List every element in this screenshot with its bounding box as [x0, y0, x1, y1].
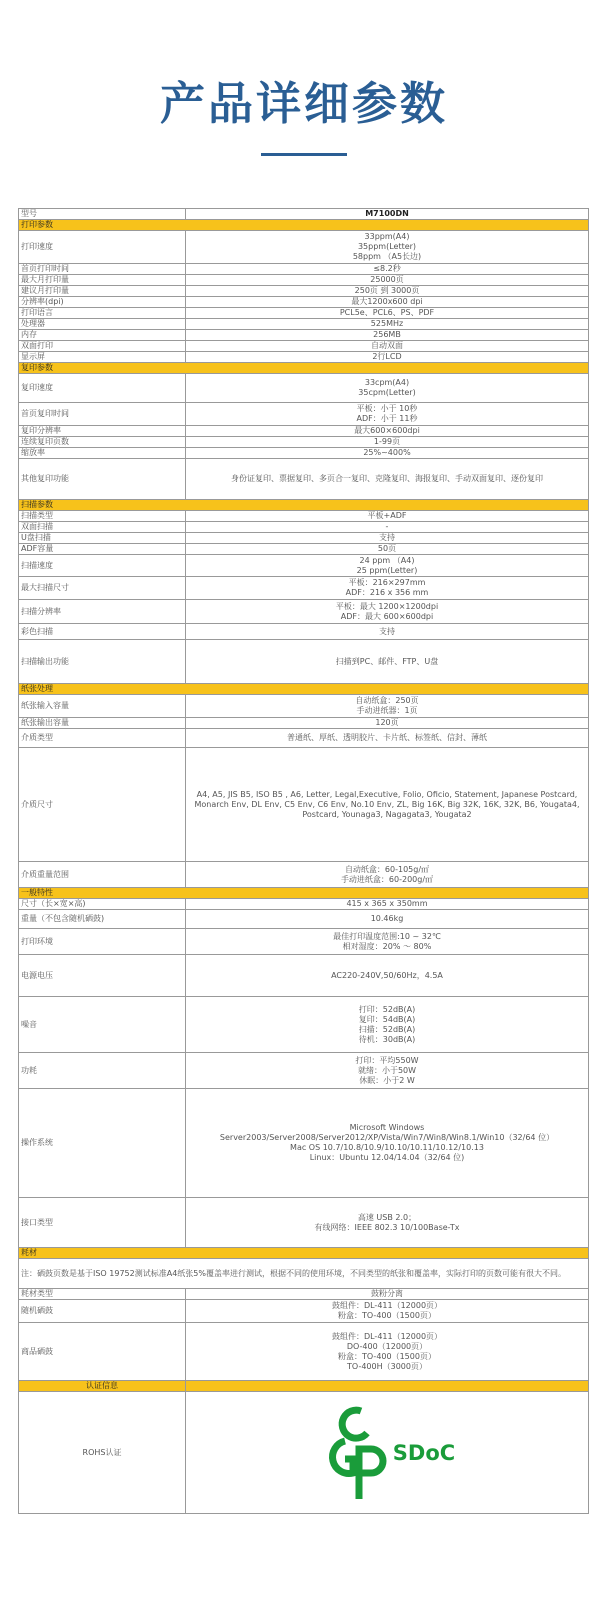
spec-row: [19, 1198, 589, 1248]
section-title: 一般特性: [19, 888, 589, 899]
cert-row: [19, 1392, 589, 1514]
spec-row: [19, 319, 589, 330]
cert-section-header: [19, 1381, 589, 1392]
spec-label: 功耗: [19, 1053, 186, 1089]
spec-value: 33cpm(A4) 35cpm(Letter): [186, 374, 589, 403]
spec-label: 首页打印时间: [19, 264, 186, 275]
gp-logo-icon: [319, 1403, 389, 1503]
spec-label: 内存: [19, 330, 186, 341]
spec-value: 最大600×600dpi: [186, 426, 589, 437]
spec-value: 扫描到PC、邮件、FTP、U盘: [186, 640, 589, 684]
spec-label: 最大扫描尺寸: [19, 577, 186, 600]
spec-label: 首页复印时间: [19, 403, 186, 426]
spec-label: 双面扫描: [19, 522, 186, 533]
spec-label: 接口类型: [19, 1198, 186, 1248]
spec-row: [19, 286, 589, 297]
spec-value: 525MHz: [186, 319, 589, 330]
spec-row: [19, 862, 589, 888]
spec-row: [19, 899, 589, 910]
spec-row: [19, 426, 589, 437]
spec-value: 25%~400%: [186, 448, 589, 459]
spec-row: [19, 459, 589, 500]
spec-label: 彩色扫描: [19, 624, 186, 640]
spec-row: [19, 533, 589, 544]
spec-label: 随机硒鼓: [19, 1300, 186, 1323]
spec-row: [19, 403, 589, 426]
spec-row: [19, 544, 589, 555]
spec-label: 连续复印页数: [19, 437, 186, 448]
spec-label: 介质类型: [19, 729, 186, 748]
spec-value: 25000页: [186, 275, 589, 286]
spec-value: 1-99页: [186, 437, 589, 448]
section-title: 扫描参数: [19, 500, 589, 511]
spec-value: 50页: [186, 544, 589, 555]
spec-label: 纸张输入容量: [19, 695, 186, 718]
spec-label: 操作系统: [19, 1089, 186, 1198]
spec-row: [19, 352, 589, 363]
sdoc-logo-cell: [186, 1392, 589, 1514]
spec-label: 介质尺寸: [19, 748, 186, 862]
section-title: 耗材: [19, 1248, 589, 1259]
spec-row: [19, 748, 589, 862]
spec-label: 商品硒鼓: [19, 1323, 186, 1381]
spec-value: Microsoft Windows Server2003/Server2008/Server2012/XP/Vista/Win7/Win8/Win8.1/Win10（32/64 位） Mac OS 10.7/10.8/10.9/10.10/10.11/10.12/10.13 Linux：Ubuntu 12.04/14.04（32/64 位): [186, 1089, 589, 1198]
section-title: 复印参数: [19, 363, 589, 374]
page-title: 产品详细参数: [159, 77, 448, 130]
sdoc-logo-text: SDoC: [392, 1440, 456, 1465]
section-header: [19, 220, 589, 231]
spec-value: 自动双面: [186, 341, 589, 352]
model-value: M7100DN: [186, 209, 589, 220]
section-title: 打印参数: [19, 220, 589, 231]
spec-row: [19, 448, 589, 459]
spec-value: 平板+ADF: [186, 511, 589, 522]
spec-value: 24 ppm （A4) 25 ppm(Letter): [186, 555, 589, 577]
spec-value: 33ppm(A4) 35ppm(Letter) 58ppm （A5长边): [186, 231, 589, 264]
spec-row: [19, 231, 589, 264]
spec-label: 复印分辨率: [19, 426, 186, 437]
spec-value: 自动纸盒：60-105g/㎡ 手动进纸盒：60-200g/㎡: [186, 862, 589, 888]
spec-value: 平板：小于 10秒 ADF：小于 11秒: [186, 403, 589, 426]
spec-row: [19, 1053, 589, 1089]
spec-value: PCL5e、PCL6、PS、PDF: [186, 308, 589, 319]
spec-value: 2行LCD: [186, 352, 589, 363]
spec-row: [19, 600, 589, 624]
spec-label: 扫描分辨率: [19, 600, 186, 624]
spec-row: [19, 718, 589, 729]
spec-label: 建议月打印量: [19, 286, 186, 297]
spec-row: [19, 437, 589, 448]
spec-value: 10.46kg: [186, 910, 589, 929]
spec-value: 最佳打印温度范围:10 ~ 32℃ 相对湿度：20% ～ 80%: [186, 929, 589, 955]
spec-value: -: [186, 522, 589, 533]
spec-row: [19, 997, 589, 1053]
spec-value: 120页: [186, 718, 589, 729]
spec-label: 尺寸（长×宽×高): [19, 899, 186, 910]
spec-label: 显示屏: [19, 352, 186, 363]
cert-section-title: 认证信息: [19, 1381, 186, 1392]
spec-row: [19, 522, 589, 533]
section-header: [19, 363, 589, 374]
spec-value: 支持: [186, 624, 589, 640]
spec-value: 鼓粉分离: [186, 1289, 589, 1300]
spec-row: [19, 555, 589, 577]
spec-value: 打印：平均550W 就绪：小于50W 休眠：小于2 W: [186, 1053, 589, 1089]
spec-row: [19, 910, 589, 929]
spec-label: 其他复印功能: [19, 459, 186, 500]
spec-row: [19, 929, 589, 955]
spec-row: [19, 297, 589, 308]
spec-row: [19, 624, 589, 640]
spec-row: [19, 577, 589, 600]
spec-row: [19, 374, 589, 403]
spec-label: 最大月打印量: [19, 275, 186, 286]
spec-value: A4, A5, JIS B5, ISO B5 , A6, Letter, Legal,Executive, Folio, Oficio, Statement, Japanese Postcard, Monarch Env, DL Env, C5 Env, C6 Env, No.10 Env, ZL, Big 16K, Big 32K, 16K, 32K, B6, Yougata4, Postcard, Younaga3, Nagagata3, Yougata2: [186, 748, 589, 862]
spec-value: 高速 USB 2.0； 有线网络：IEEE 802.3 10/100Base-Tx: [186, 1198, 589, 1248]
spec-value: 打印：52dB(A) 复印：54dB(A) 扫描：52dB(A) 待机：30dB(A): [186, 997, 589, 1053]
section-header: [19, 684, 589, 695]
spec-value: 鼓组件：DL-411（12000页） 粉盒：TO-400（1500页）: [186, 1300, 589, 1323]
spec-row: [19, 330, 589, 341]
spec-label: 打印环境: [19, 929, 186, 955]
spec-value: ≤8.2秒: [186, 264, 589, 275]
spec-row: [19, 695, 589, 718]
spec-label: 扫描类型: [19, 511, 186, 522]
spec-value: 支持: [186, 533, 589, 544]
section-header: [19, 500, 589, 511]
spec-row: [19, 264, 589, 275]
spec-value: 平板：216×297mm ADF：216 x 356 mm: [186, 577, 589, 600]
spec-label: 重量（不包含随机硒鼓): [19, 910, 186, 929]
spec-label: 复印速度: [19, 374, 186, 403]
spec-label: ADF容量: [19, 544, 186, 555]
spec-label: 噪音: [19, 997, 186, 1053]
spec-value: 最大1200x600 dpi: [186, 297, 589, 308]
spec-label: 打印速度: [19, 231, 186, 264]
spec-row: [19, 341, 589, 352]
spec-table: [18, 208, 589, 1514]
spec-value: 自动纸盒：250页 手动进纸器：1页: [186, 695, 589, 718]
note-row: [19, 1259, 589, 1289]
title-underline: [261, 153, 347, 156]
spec-value: 250页 到 3000页: [186, 286, 589, 297]
spec-label: 介质重量范围: [19, 862, 186, 888]
spec-value: 鼓组件：DL-411（12000页） DO-400（12000页） 粉盒：TO-400（1500页） TO-400H（3000页）: [186, 1323, 589, 1381]
spec-label: 扫描速度: [19, 555, 186, 577]
cert-section-blank: [186, 1381, 589, 1392]
spec-row: [19, 1089, 589, 1198]
spec-value: 平板：最大 1200×1200dpi ADF：最大 600×600dpi: [186, 600, 589, 624]
spec-row: [19, 1300, 589, 1323]
model-label: 型号: [19, 209, 186, 220]
spec-row: [19, 729, 589, 748]
section-header: [19, 888, 589, 899]
consumables-note: 注：硒鼓页数是基于ISO 19752测试标准A4纸张5%覆盖率进行测试，根据不同的使用环境，不同类型的纸张和覆盖率，实际打印的页数可能有很大不同。: [19, 1259, 589, 1289]
spec-value: 普通纸、厚纸、透明胶片、卡片纸、标签纸、信封、薄纸: [186, 729, 589, 748]
spec-label: 缩放率: [19, 448, 186, 459]
spec-row: [19, 308, 589, 319]
spec-row: [19, 1323, 589, 1381]
spec-label: U盘扫描: [19, 533, 186, 544]
spec-row: [19, 1289, 589, 1300]
spec-label: 电源电压: [19, 955, 186, 997]
spec-row: [19, 640, 589, 684]
section-title: 纸张处理: [19, 684, 589, 695]
spec-label: 打印语言: [19, 308, 186, 319]
spec-label: 纸张输出容量: [19, 718, 186, 729]
spec-value: 256MB: [186, 330, 589, 341]
spec-label: 耗材类型: [19, 1289, 186, 1300]
spec-value: 身份证复印、票据复印、多页合一复印、克隆复印、海报复印、手动双面复印、逐份复印: [186, 459, 589, 500]
spec-label: 分辨率(dpi): [19, 297, 186, 308]
spec-row: [19, 955, 589, 997]
spec-value: AC220-240V,50/60Hz，4.5A: [186, 955, 589, 997]
spec-label: 扫描输出功能: [19, 640, 186, 684]
spec-row: [19, 275, 589, 286]
spec-value: 415 x 365 x 350mm: [186, 899, 589, 910]
rohs-label: ROHS认证: [19, 1392, 186, 1514]
spec-row: [19, 511, 589, 522]
model-row: [19, 209, 589, 220]
spec-label: 双面打印: [19, 341, 186, 352]
section-header: [19, 1248, 589, 1259]
spec-label: 处理器: [19, 319, 186, 330]
